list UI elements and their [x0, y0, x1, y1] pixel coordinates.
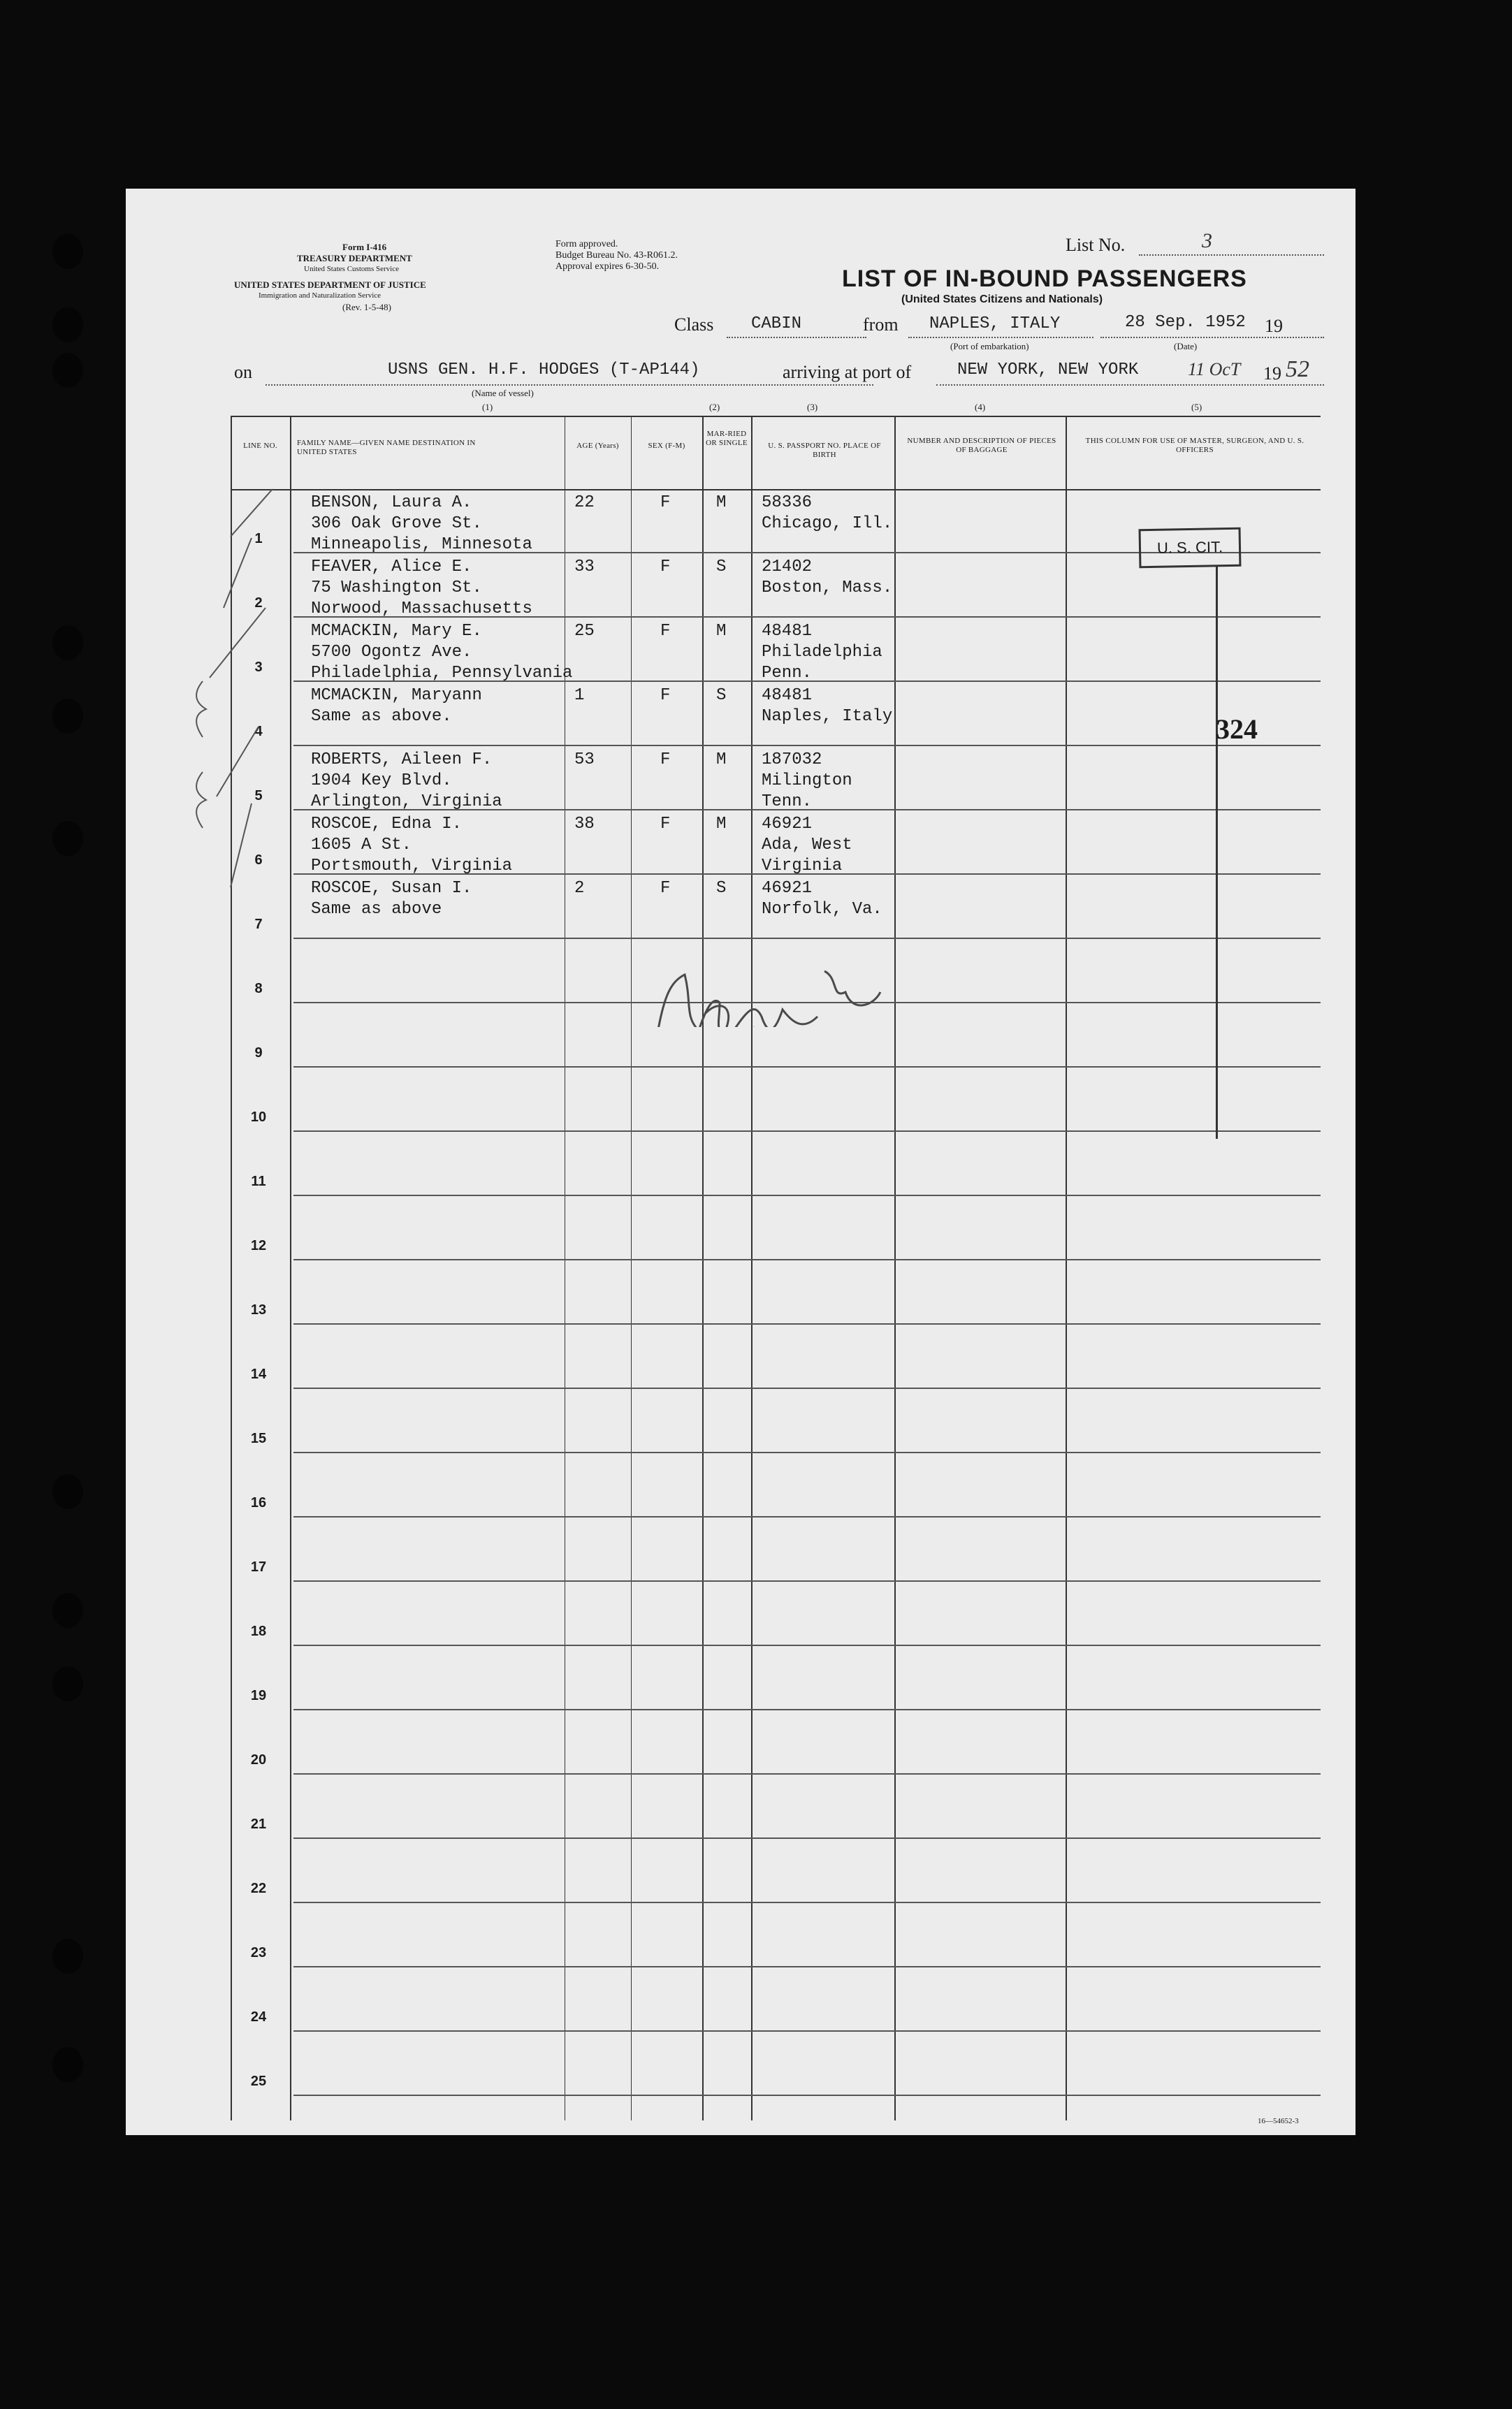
row-number: 1 [254, 531, 263, 546]
row-number: 16 [250, 1495, 267, 1511]
passenger-age: 2 [574, 879, 585, 898]
binder-hole [52, 699, 83, 734]
row-divider [293, 1773, 1321, 1775]
passenger-sex: F [660, 879, 671, 898]
us-citizen-stamp: U. S. CIT. [1139, 527, 1242, 569]
class-label: Class [674, 314, 714, 335]
date-value: 28 Sep. 1952 [1125, 313, 1246, 332]
binder-hole [52, 1939, 83, 1974]
passenger-marital: M [716, 493, 727, 512]
column-number: (4) [975, 402, 986, 412]
page-title: LIST OF IN-BOUND PASSENGERS [842, 265, 1247, 292]
form-number: Form I-416 [342, 242, 387, 252]
dept-treasury: TREASURY DEPARTMENT [297, 253, 412, 263]
passenger-age: 38 [574, 815, 595, 834]
passenger-age: 22 [574, 493, 595, 512]
from-label: from [863, 314, 899, 335]
passenger-sex: F [660, 750, 671, 769]
passenger-sex: F [660, 815, 671, 834]
row-number: 15 [250, 1431, 267, 1446]
row-divider [293, 1837, 1321, 1839]
row-number: 17 [250, 1559, 267, 1575]
passenger-name: ROSCOE, Susan I. Same as above [311, 879, 472, 919]
passport-birthplace: 48481 Philadelphia Penn. [762, 622, 882, 683]
col-header-name: FAMILY NAME—GIVEN NAME DESTINATION IN UNITED STATES [297, 439, 476, 456]
binder-hole [52, 353, 83, 388]
row-number: 4 [254, 724, 263, 739]
passenger-count: 324 [1216, 713, 1258, 745]
col-header-line: LINE NO. [243, 442, 277, 450]
col-header-sex: SEX (F-M) [648, 442, 685, 450]
binder-hole [52, 1593, 83, 1628]
passenger-marital: M [716, 815, 727, 834]
row-number: 8 [254, 981, 263, 996]
arrival-date-handwritten: 11 OcT [1188, 359, 1241, 379]
passenger-name: FEAVER, Alice E. 75 Washington St. Norwood, Massachusetts [311, 558, 532, 618]
row-divider [293, 2095, 1321, 2096]
row-divider [293, 1323, 1321, 1325]
passenger-list-sheet [126, 189, 1355, 2135]
row-number: 3 [254, 660, 263, 675]
row-number: 23 [250, 1945, 267, 1960]
passenger-name: MCMACKIN, Mary E. 5700 Ogontz Ave. Philadelphia, Pennsylvania [311, 622, 573, 683]
binder-hole [52, 1666, 83, 1701]
dept-treasury-sub: United States Customs Service [304, 265, 399, 273]
passenger-marital: S [716, 879, 727, 898]
passenger-marital: S [716, 558, 727, 576]
passenger-name: ROSCOE, Edna I. 1605 A St. Portsmouth, Virginia [311, 815, 513, 875]
passport-birthplace: 21402 Boston, Mass. [762, 558, 893, 597]
vessel-name: USNS GEN. H.F. HODGES (T-AP144) [388, 361, 700, 379]
list-no-label: List No. [1066, 235, 1126, 255]
binder-hole [52, 307, 83, 342]
passenger-marital: M [716, 750, 727, 769]
passenger-sex: F [660, 493, 671, 512]
row-number: 13 [250, 1302, 267, 1318]
passenger-name: BENSON, Laura A. 306 Oak Grove St. Minneapolis, Minnesota [311, 493, 532, 554]
row-number: 21 [250, 1817, 267, 1832]
binder-hole [52, 2047, 83, 2082]
dept-justice-sub: Immigration and Naturalization Service [259, 291, 381, 300]
col-header-baggage: NUMBER AND DESCRIPTION OF PIECES OF BAGGAGE [907, 437, 1056, 454]
row-number: 5 [254, 788, 263, 803]
passport-birthplace: 187032 Milington Tenn. [762, 750, 852, 811]
row-number: 18 [250, 1624, 267, 1639]
col-header-official: THIS COLUMN FOR USE OF MASTER, SURGEON, AND U. S. OFFICERS [1085, 437, 1304, 454]
passenger-marital: M [716, 622, 727, 641]
arrival-port: NEW YORK, NEW YORK [957, 361, 1139, 379]
passport-birthplace: 58336 Chicago, Ill. [762, 493, 893, 533]
on-label: on [234, 362, 252, 382]
arriving-label: arriving at port of [783, 362, 912, 382]
binder-hole [52, 1474, 83, 1509]
row-number: 9 [254, 1045, 263, 1061]
col-header-married: MAR-RIED OR SINGLE [706, 430, 748, 447]
row-divider [293, 1195, 1321, 1196]
passport-birthplace: 46921 Norfolk, Va. [762, 879, 882, 919]
binder-hole [52, 821, 83, 856]
row-divider [293, 1709, 1321, 1710]
passenger-marital: S [716, 686, 727, 705]
passenger-sex: F [660, 686, 671, 705]
passenger-name: ROBERTS, Aileen F. 1904 Key Blvd. Arlington, Virginia [311, 750, 502, 811]
col-header-age: AGE (Years) [576, 442, 619, 450]
row-divider [293, 1645, 1321, 1646]
row-divider [293, 1130, 1321, 1132]
vessel-caption: (Name of vessel) [472, 388, 534, 398]
row-number: 25 [250, 2074, 267, 2089]
passport-birthplace: 48481 Naples, Italy [762, 686, 893, 726]
passenger-age: 33 [574, 558, 595, 576]
binder-hole [52, 625, 83, 660]
passport-birthplace: 46921 Ada, West Virginia [762, 815, 852, 875]
row-number: 20 [250, 1752, 267, 1768]
revision: (Rev. 1-5-48) [342, 302, 391, 312]
date-caption: (Date) [1174, 341, 1198, 351]
passenger-name: MCMACKIN, Maryann Same as above. [311, 686, 482, 726]
passenger-sex: F [660, 558, 671, 576]
row-divider [293, 1259, 1321, 1260]
row-divider [293, 1580, 1321, 1582]
passenger-age: 1 [574, 686, 585, 705]
passenger-sex: F [660, 622, 671, 641]
list-no-value: 3 [1202, 229, 1212, 252]
class-value: CABIN [751, 314, 802, 333]
row-divider [293, 1902, 1321, 1903]
handwritten-marks [126, 189, 1355, 1027]
row-divider [293, 1516, 1321, 1518]
date-year-prefix: 19 [1265, 316, 1283, 336]
port-caption: (Port of embarkation) [950, 341, 1029, 351]
approval-line-3: Approval expires 6-30-50. [555, 261, 660, 272]
row-divider [293, 1388, 1321, 1389]
row-number: 11 [251, 1174, 266, 1189]
col-header-passport: U. S. PASSPORT NO. PLACE OF BIRTH [768, 442, 881, 459]
column-number: (1) [482, 402, 493, 412]
arrival-year-prefix: 19 [1263, 363, 1281, 384]
passenger-age: 25 [574, 622, 595, 641]
row-number: 7 [254, 917, 263, 932]
page-subtitle: (United States Citizens and Nationals) [901, 293, 1103, 305]
row-divider [293, 1066, 1321, 1068]
row-number: 10 [250, 1109, 267, 1125]
column-number: (3) [807, 402, 818, 412]
row-number: 12 [250, 1238, 267, 1253]
row-number: 6 [254, 852, 263, 868]
row-number: 24 [250, 2009, 267, 2025]
approval-line-2: Budget Bureau No. 43-R061.2. [555, 250, 678, 261]
form-code: 16—54652-3 [1258, 2117, 1299, 2125]
arrival-year-handwritten: 52 [1286, 356, 1309, 382]
row-divider [293, 2030, 1321, 2032]
row-divider [293, 1966, 1321, 1967]
column-number: (5) [1191, 402, 1202, 412]
row-number: 14 [250, 1367, 267, 1382]
row-number: 22 [250, 1881, 267, 1896]
dept-justice: UNITED STATES DEPARTMENT OF JUSTICE [234, 279, 426, 290]
row-divider [293, 1452, 1321, 1453]
row-number: 19 [250, 1688, 267, 1703]
column-number: (2) [709, 402, 720, 412]
approval-line-1: Form approved. [555, 239, 618, 249]
passenger-age: 53 [574, 750, 595, 769]
row-number: 2 [254, 595, 263, 611]
binder-hole [52, 234, 83, 269]
from-value: NAPLES, ITALY [929, 314, 1061, 333]
